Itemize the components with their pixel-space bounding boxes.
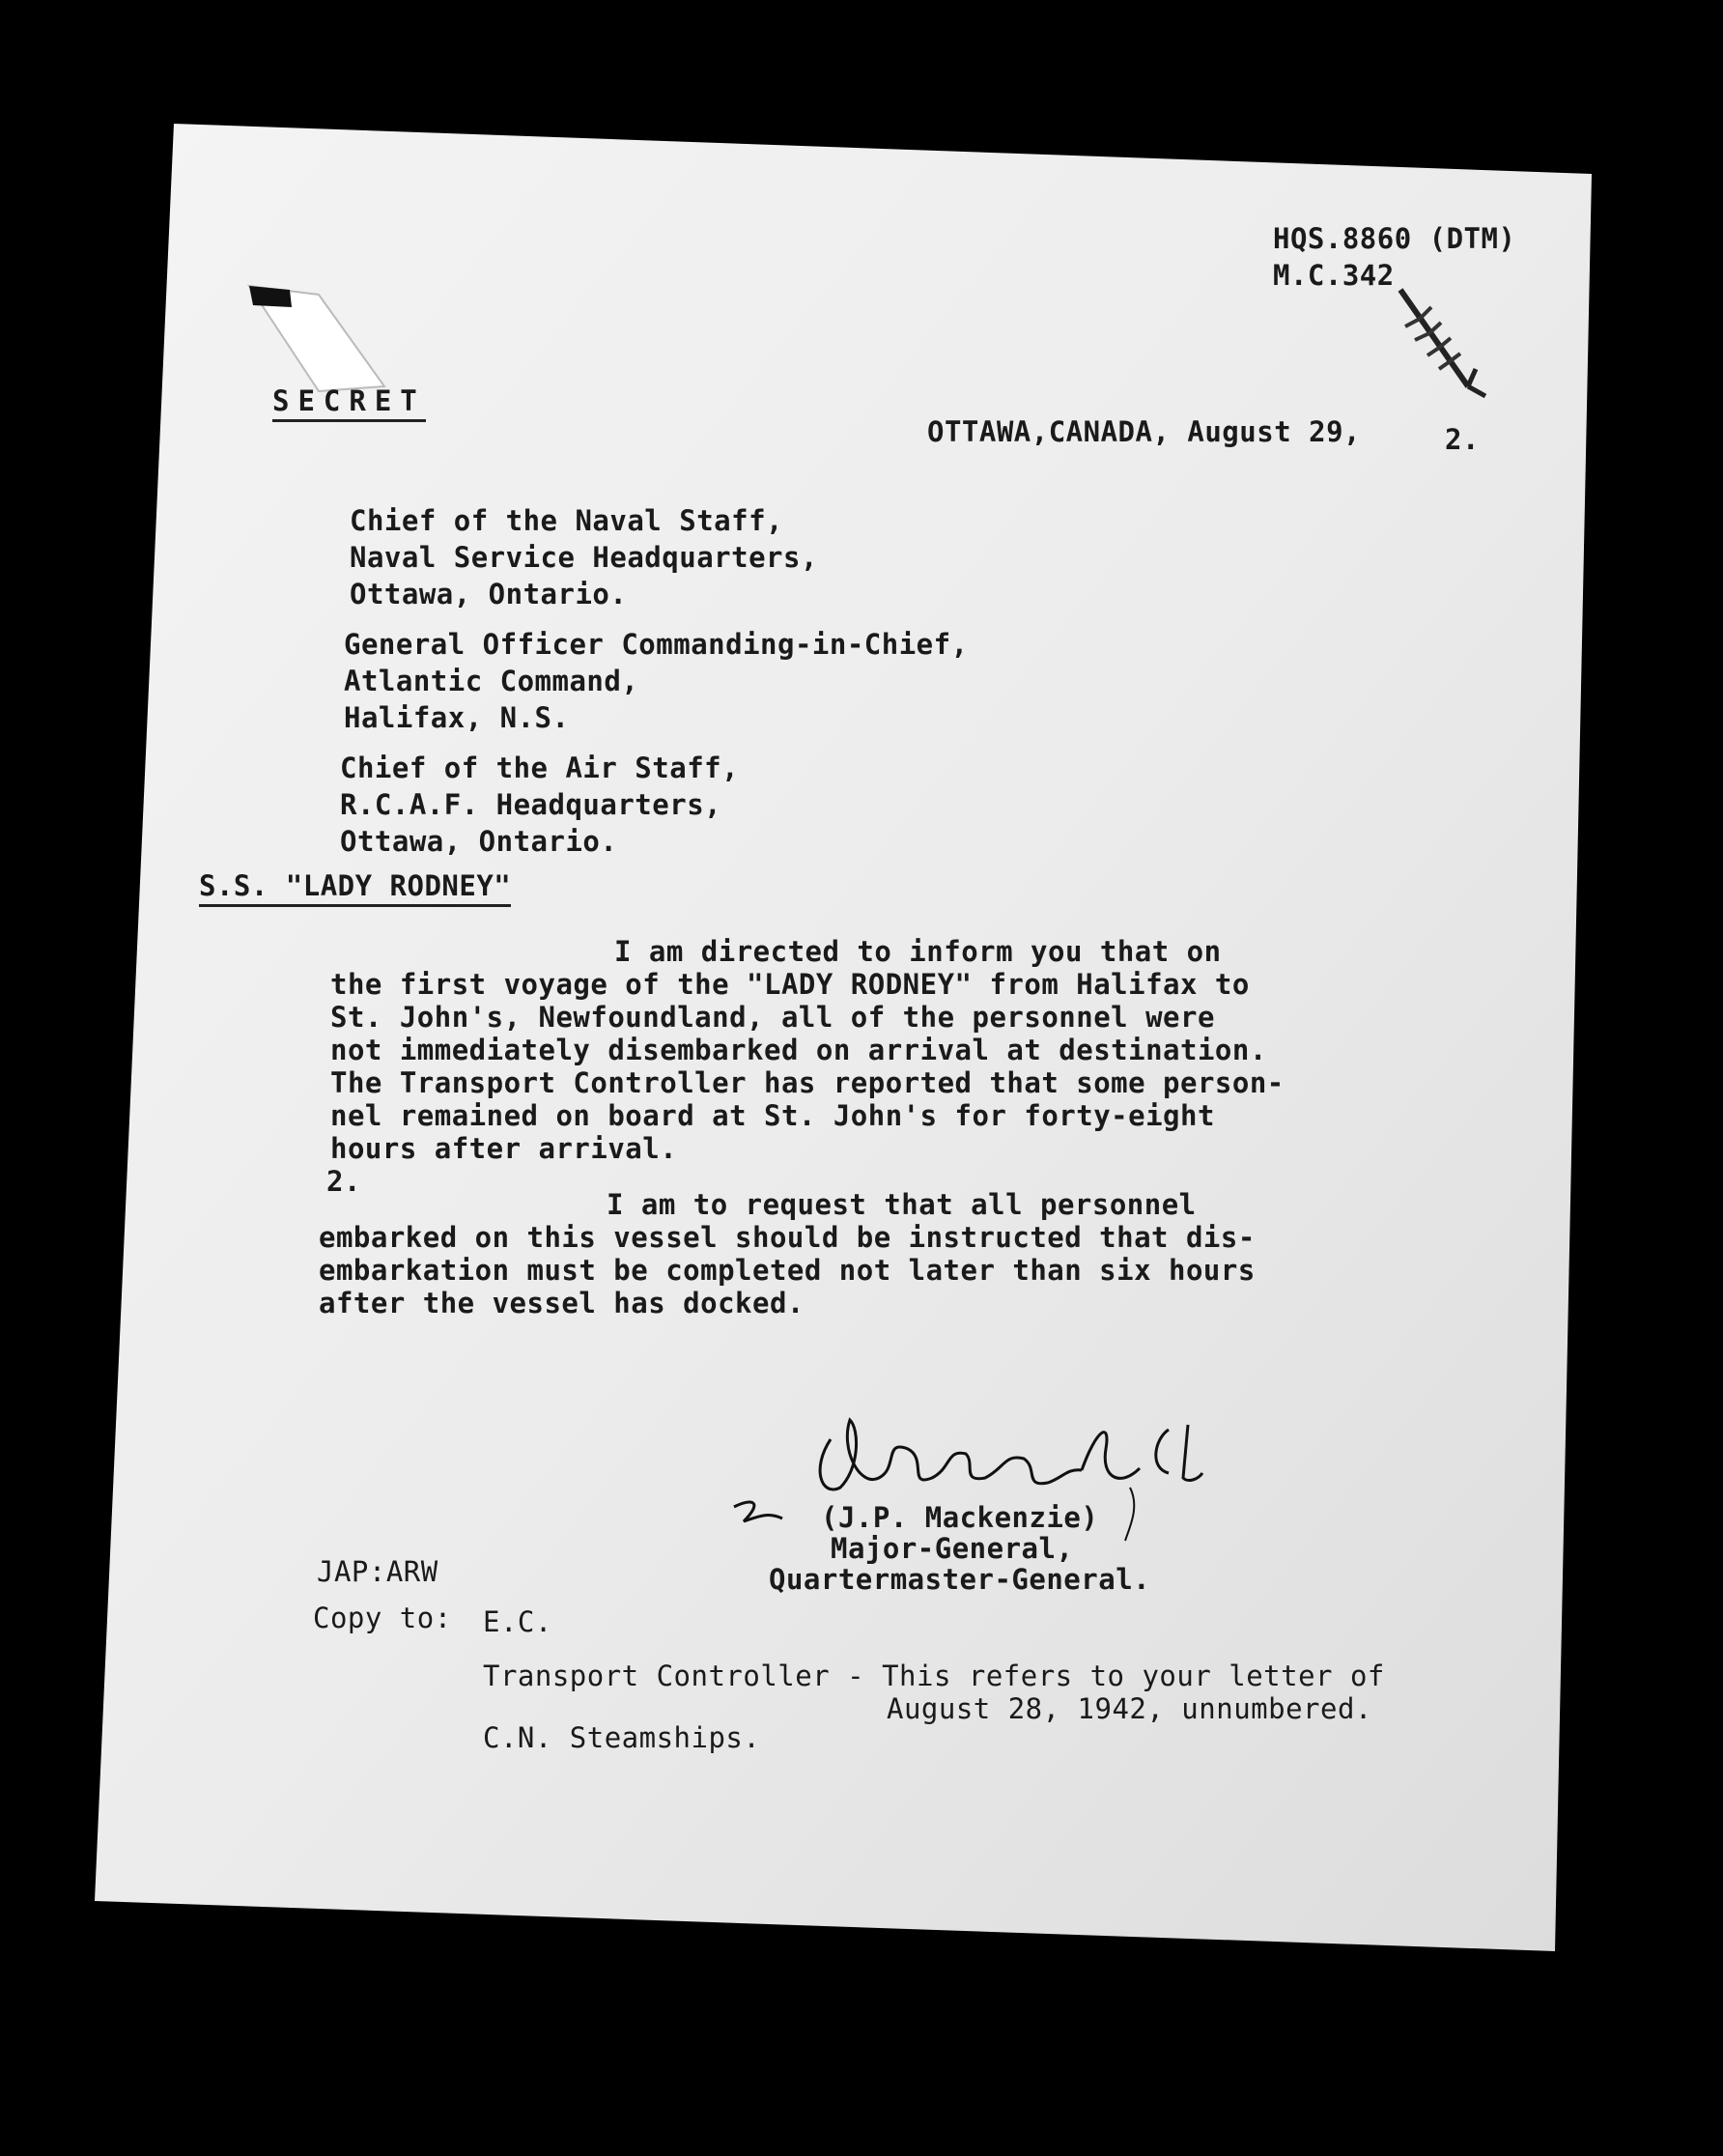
signature-title: Quartermaster-General.: [769, 1563, 1151, 1596]
addressee-2-line-1: General Officer Commanding-in-Chief,: [344, 628, 969, 661]
file-ref-hqs: HQS.8860 (DTM): [1273, 222, 1516, 255]
place-date-year: 2.: [1445, 423, 1480, 456]
addressee-2-line-3: Halifax, N.S.: [344, 701, 570, 734]
copy-to-transport-controller: Transport Controller - This refers to your letter of: [483, 1660, 1385, 1692]
classification-marking: SECRET: [272, 384, 426, 422]
addressee-1-line-2: Naval Service Headquarters,: [350, 541, 818, 574]
signature-rank: Major-General,: [831, 1532, 1074, 1565]
para2-line-1: I am to request that all personnel: [607, 1188, 1197, 1221]
addressee-3-line-3: Ottawa, Ontario.: [340, 825, 618, 858]
para1-line-4: not immediately disembarked on arrival at destination.: [330, 1034, 1267, 1066]
para2-number: 2.: [326, 1165, 361, 1198]
place-date: OTTAWA,CANADA, August 29,: [927, 415, 1361, 448]
para2-line-4: after the vessel has docked.: [319, 1287, 805, 1319]
subject-line: S.S. "LADY RODNEY": [199, 869, 511, 907]
para1-line-6: nel remained on board at St. John's for forty-eight: [330, 1099, 1215, 1132]
para1-line-2: the first voyage of the "LADY RODNEY" from Halifax to: [330, 968, 1250, 1001]
para1-line-5: The Transport Controller has reported that some person-: [330, 1066, 1285, 1099]
copy-to-label: Copy to:: [313, 1602, 452, 1634]
addressee-3-line-1: Chief of the Air Staff,: [340, 752, 740, 784]
arrow-mark-icon: [1391, 280, 1497, 406]
para1-line-3: St. John's, Newfoundland, all of the personnel were: [330, 1001, 1215, 1034]
addressee-1-line-1: Chief of the Naval Staff,: [350, 504, 783, 537]
para1-line-1: I am directed to inform you that on: [614, 935, 1222, 968]
addressee-3-line-2: R.C.A.F. Headquarters,: [340, 788, 722, 821]
copy-to-letter-reference: August 28, 1942, unnumbered.: [887, 1692, 1372, 1725]
copy-to-ec: E.C.: [483, 1605, 552, 1638]
addressee-2-line-2: Atlantic Command,: [344, 665, 639, 697]
addressee-1-line-3: Ottawa, Ontario.: [350, 578, 628, 610]
signature-name: (J.P. Mackenzie): [821, 1501, 1099, 1534]
file-ref-mc: M.C.342: [1273, 259, 1395, 292]
para2-line-2: embarked on this vessel should be instructed that dis-: [319, 1221, 1256, 1254]
para1-line-7: hours after arrival.: [330, 1132, 678, 1165]
copy-to-cn-steamships: C.N. Steamships.: [483, 1721, 761, 1754]
para2-line-3: embarkation must be completed not later than six hours: [319, 1254, 1256, 1287]
reference-initials: JAP:ARW: [317, 1555, 438, 1588]
